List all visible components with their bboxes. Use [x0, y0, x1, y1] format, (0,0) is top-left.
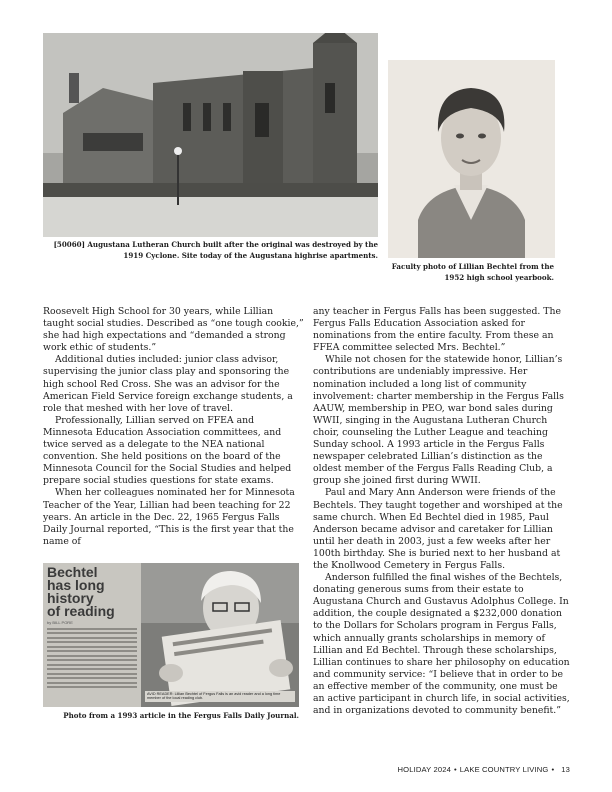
clipping-byline: by BILL PORE [47, 620, 73, 625]
clipping-article [43, 563, 141, 707]
article-paragraph: When her colleagues nominated her for Minnesota Teacher of the Year, Lillian had been teaching for 22 years. An article in the Dec. 22, 1965 Fergus Falls Daily Journal reported, “This is the first year that the name of [43, 487, 295, 547]
footer-issue: HOLIDAY 2024 [397, 765, 451, 774]
article-paragraph: While not chosen for the statewide honor, Lillian’s contributions are undeniably impressive. Her nomination included a long list of community involvement: charter membership in the Fergus Falls AAUW, membership in PEO, war bond sales during WWII, singing in the Augustana Lutheran Church choir, counseling the Luther League and teaching Sunday school. A 1993 article in the Fergus Falls newspaper celebrated Lillian’s distinction as the oldest member of the Fergus Falls Reading Club, a group she joined first during WWII. [313, 354, 564, 487]
footer-separator: • [551, 765, 555, 774]
newspaper-clipping-caption: Photo from a 1993 article in the Fergus Falls Daily Journal. [63, 711, 299, 720]
reader-illustration [141, 563, 299, 707]
portrait-illustration [388, 60, 555, 258]
article-paragraph: Roosevelt High School for 30 years, while Lillian taught social studies. Described as “one tough cookie,” she had high expectations and “demanded a strong work ethic of students.” [43, 306, 304, 354]
newspaper-clipping-photo [43, 563, 299, 707]
article-paragraph: Professionally, Lillian served on FFEA and Minnesota Education Association committees, and twice served as a delegate to the NEA national convention. She held positions on the board of the Minnesota Council for the Social Studies and helped prepare social studies questions for state exams. [43, 414, 292, 487]
church-illustration [43, 33, 378, 237]
footer-separator: • [453, 765, 457, 774]
faculty-portrait-caption: Faculty photo of Lillian Bechtel from the 1952 high school yearbook. [391, 262, 554, 282]
article-column-right [313, 306, 571, 717]
church-photo [43, 33, 378, 237]
article-paragraph: Paul and Mary Ann Anderson were friends of the Bechtels. They taught together and worshiped at the same church. When Ed Bechtel died in 1985, Paul Anderson became advisor and caretaker for Lillian until her death in 2003, just a few weeks after her 100th birthday. She is buried next to her husband at the Knollwood Cemetery in Fergus Falls. [313, 487, 563, 571]
article-paragraph: Anderson fulfilled the final wishes of the Bechtels, donating generous sums from their estate to Augustana Church and Gustavus Adolphus College. In addition, the couple designated a $232,000 donation to the Dollars for Scholars program in Fergus Falls, which annually grants scholarships in memory of Lillian and Ed Bechtel. Through these scholarships, Lillian continues to share her philosophy on education and community service: “I believe that in order to be an effective member of the community, one must be an active participant in church life, in social activities, and in organizations devoted to community benefit.” [313, 572, 570, 717]
faculty-portrait-photo [388, 60, 555, 258]
article-paragraph: Additional duties included: junior class advisor, supervising the junior class play and sponsoring the high school Red Cross. She was an advisor for the American Field Service foreign exchange students, a role that meshed with her love of travel. [43, 354, 293, 414]
article-column-left [43, 306, 305, 548]
footer-magazine: LAKE COUNTRY LIVING [459, 765, 549, 774]
page-footer [398, 765, 571, 774]
clipping-headline: Bechtel has long history of reading [47, 564, 115, 619]
clipping-photo-caption: AVID READER: Lillian Bechtel of Fergus Falls is an avid reader and a long time member of the local reading club. [145, 691, 295, 702]
church-photo-caption: [50060] Augustana Lutheran Church built after the original was destroyed by the 1919 Cyclone. Site today of the Augustana highrise apartments. [53, 240, 378, 260]
page-number: 13 [561, 765, 570, 774]
article-paragraph: any teacher in Fergus Falls has been suggested. The Fergus Falls Education Association asked for nominations from the entire faculty. From these an FFEA committee selected Mrs. Bechtel.” [313, 306, 561, 354]
